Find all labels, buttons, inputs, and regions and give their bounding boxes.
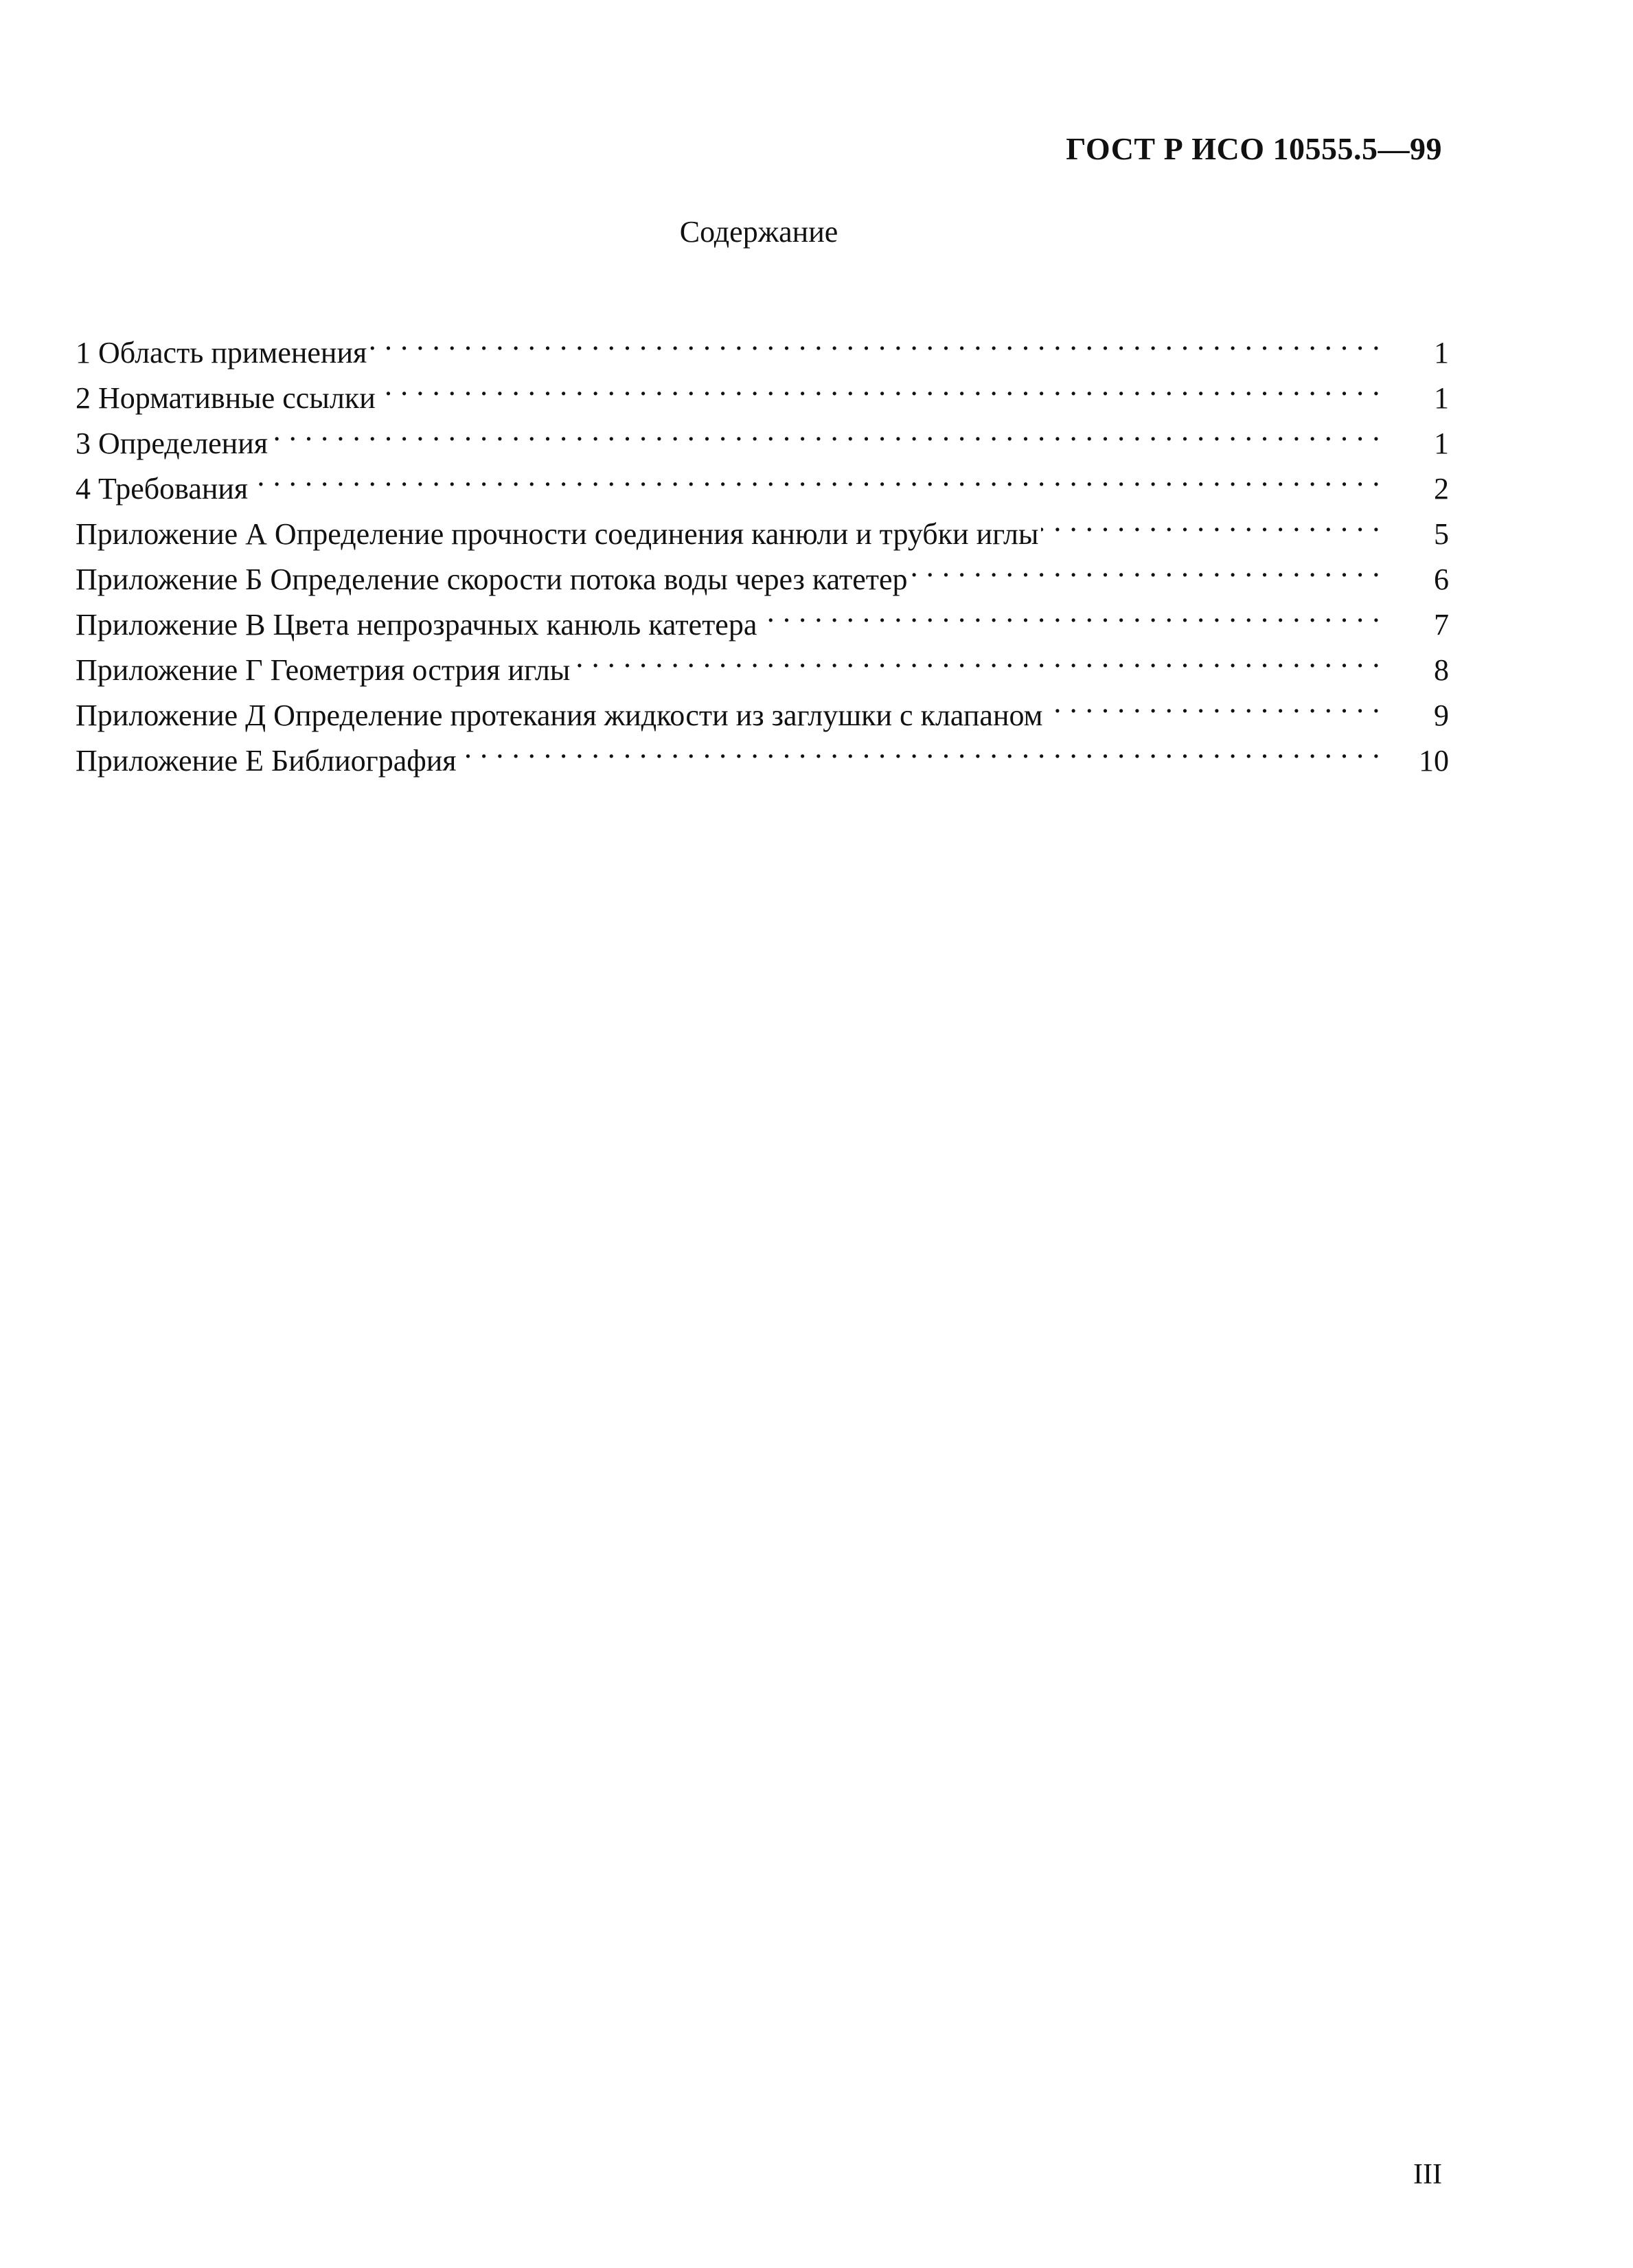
dot-leader xyxy=(378,363,1380,408)
toc-item-label: 4 Требования xyxy=(76,472,249,506)
toc-item-label: Приложение Е Библиография xyxy=(76,744,457,778)
toc-item-label: Приложение Б Определение скорости потока воды через катетер xyxy=(76,563,908,596)
page-number: III xyxy=(1413,2159,1442,2190)
toc-item-page: 7 xyxy=(1434,608,1449,642)
toc-item-page: 2 xyxy=(1434,472,1449,506)
dot-leader xyxy=(369,317,1380,363)
toc-item-page: 9 xyxy=(1434,699,1449,732)
toc-item-label: Приложение Г Геометрия острия иглы xyxy=(76,653,571,687)
dot-leader xyxy=(760,589,1380,635)
toc-title: Содержание xyxy=(679,215,838,249)
toc-item-page: 1 xyxy=(1434,336,1449,370)
dot-leader xyxy=(1041,499,1380,544)
toc-item-label: Приложение Д Определение протекания жидкости из заглушки с клапаном xyxy=(76,699,1043,732)
dot-leader xyxy=(271,408,1380,453)
toc-item-1[interactable] xyxy=(76,317,1449,370)
toc-item-label: Приложение В Цвета непрозрачных канюль катетера xyxy=(76,608,757,642)
dot-leader xyxy=(573,635,1380,680)
toc-item-page: 10 xyxy=(1419,744,1449,778)
dot-leader xyxy=(1046,680,1381,725)
toc-item-label: Приложение А Определение прочности соединения канюли и трубки иглы xyxy=(76,517,1039,551)
toc-item-label: 1 Область применения xyxy=(76,336,367,370)
dot-leader xyxy=(251,453,1380,499)
dot-leader xyxy=(911,544,1380,589)
toc-item-page: 1 xyxy=(1434,381,1449,415)
dot-leader xyxy=(459,725,1380,771)
toc-item-page: 1 xyxy=(1434,427,1449,460)
table-of-contents xyxy=(76,317,1449,778)
toc-item-3[interactable] xyxy=(76,408,1449,460)
toc-item-annex-a[interactable] xyxy=(76,499,1449,551)
toc-item-label: 2 Нормативные ссылки xyxy=(76,381,376,415)
document-code: ГОСТ Р ИСО 10555.5—99 xyxy=(1066,131,1442,166)
toc-item-4[interactable] xyxy=(76,453,1449,506)
toc-item-label: 3 Определения xyxy=(76,427,269,460)
toc-item-page: 5 xyxy=(1434,517,1449,551)
toc-item-page: 6 xyxy=(1434,563,1449,596)
toc-item-page: 8 xyxy=(1434,653,1449,687)
